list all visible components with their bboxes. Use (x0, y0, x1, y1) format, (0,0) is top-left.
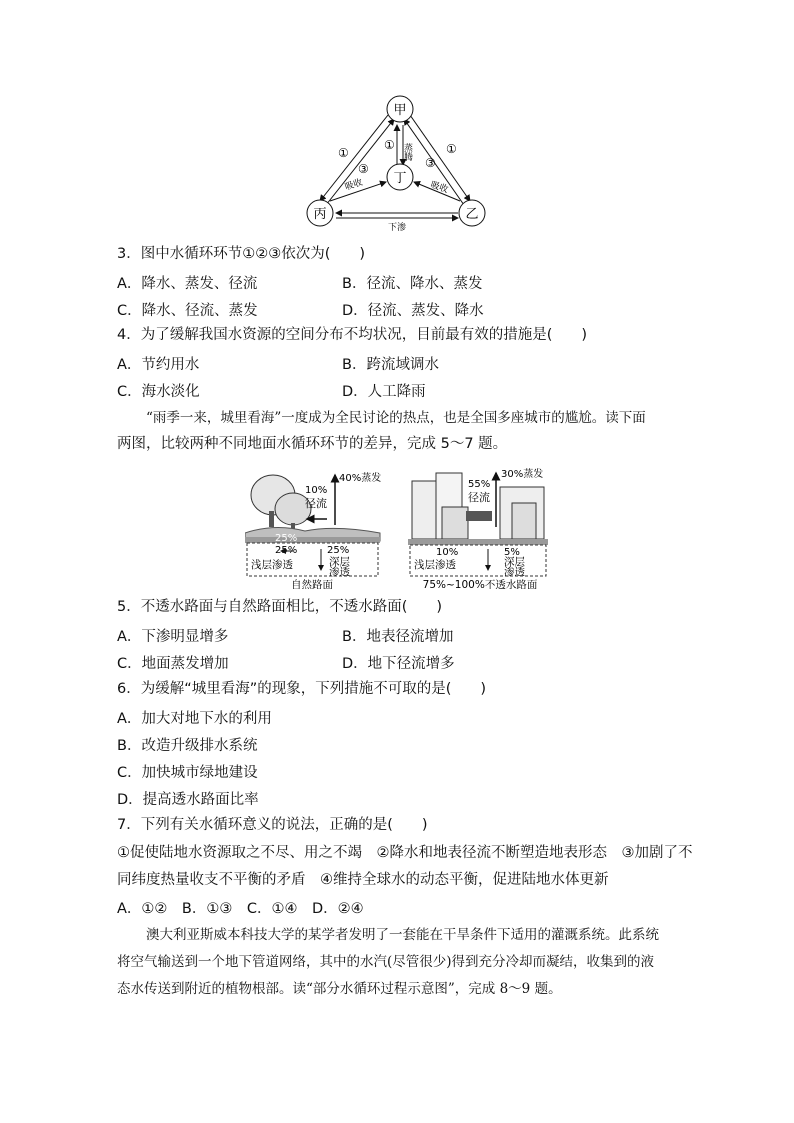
label-absorb-left: 吸收 (343, 177, 365, 193)
svg-text:①: ① (446, 142, 457, 156)
q5-stem: 5．不透水路面与自然路面相比，不透水路面( ) (117, 599, 443, 615)
svg-text:10%: 10% (436, 547, 459, 558)
q5-option-b: B．地表径流增加 (342, 629, 454, 645)
natural-road-figure (245, 467, 385, 589)
q6-option-a: A．加大对地下水的利用 (117, 711, 272, 727)
svg-text:径流: 径流 (468, 491, 490, 504)
paved-caption: 75%~100%不透水路面 (422, 579, 538, 589)
label-absorb-right: 吸收 (429, 180, 450, 196)
label-infiltration: 下渗 (387, 223, 407, 233)
node-ding: 丁 (393, 171, 407, 186)
node-jia: 甲 (393, 103, 407, 118)
q3-stem: 3．图中水循环环节①②③依次为( ) (117, 246, 366, 262)
q4-option-a: A．节约用水 (117, 357, 200, 373)
q4-option-c: C．海水淡化 (117, 384, 200, 400)
natural-shallow: 浅层渗透 (251, 559, 293, 571)
svg-text:深层: 深层 (329, 556, 350, 568)
q5-option-c: C．地面蒸发增加 (117, 656, 229, 672)
q3-option-d: D．径流、蒸发、降水 (342, 303, 484, 319)
q4-stem: 4．为了缓解我国水资源的空间分布不均状况，目前最有效的措施是( ) (117, 327, 588, 343)
svg-text:25%: 25% (275, 545, 298, 556)
paved-shallow: 浅层渗透 (414, 559, 456, 571)
svg-text:5%: 5% (504, 547, 520, 558)
svg-text:10%: 10% (305, 485, 328, 496)
intro2-line3: 态水传送到附近的植物根部。读“部分水循环过程示意图”，完成 8～9 题。 (117, 981, 562, 997)
q5-option-a: A．下渗明显增多 (117, 629, 229, 645)
svg-text:径流: 径流 (305, 497, 327, 510)
q6-stem: 6．为缓解“城里看海”的现象，下列措施不可取的是( ) (117, 681, 487, 697)
svg-text:深层: 深层 (504, 556, 525, 568)
svg-text:③: ③ (425, 156, 436, 170)
svg-text:①: ① (384, 138, 395, 152)
q4-option-b: B．跨流域调水 (342, 357, 439, 373)
node-yi: 乙 (465, 207, 479, 222)
q7-line1: ①促使陆地水资源取之不尽、用之不竭 ②降水和地表径流不断塑造地表形态 ③加剧了不 (117, 845, 693, 861)
intro2-line1: 澳大利亚斯威本科技大学的某学者发明了一套能在干旱条件下适用的灌溉系统。此系统 (146, 927, 659, 943)
svg-text:①: ① (338, 146, 349, 160)
q5-option-d: D．地下径流增多 (342, 656, 455, 672)
q6-option-d: D．提高透水路面比率 (117, 792, 259, 808)
q4-option-d: D．人工降雨 (342, 384, 426, 400)
natural-evap: 40%蒸发 (339, 473, 382, 484)
q7-stem: 7．下列有关水循环意义的说法，正确的是( ) (117, 817, 428, 833)
q7-line2: 同纬度热量收支不平衡的矛盾 ④维持全球水的动态平衡，促进陆地水体更新 (117, 872, 609, 888)
svg-text:渗透: 渗透 (504, 566, 525, 578)
q3-option-a: A．降水、蒸发、径流 (117, 276, 258, 292)
paved-evap: 30%蒸发 (501, 469, 544, 480)
q6-option-c: C．加快城市绿地建设 (117, 765, 258, 781)
q3-option-b: B．径流、降水、蒸发 (342, 276, 483, 292)
label-evaporation: 蒸腾 (402, 143, 412, 161)
intro1-line1: “雨季一来，城里看海”一度成为全民讨论的热点，也是全国多座城市的尴尬。读下面 (146, 410, 646, 426)
svg-text:25%: 25% (275, 533, 298, 544)
svg-text:渗透: 渗透 (329, 566, 350, 578)
q6-option-b: B．改造升级排水系统 (117, 738, 258, 754)
svg-text:25%: 25% (327, 545, 350, 556)
water-cycle-diagram (300, 95, 500, 235)
node-bing: 丙 (313, 207, 327, 222)
intro2-line2: 将空气输送到一个地下管道网络，其中的水汽(尽管很少)得到充分冷却而凝结，收集到的液 (117, 954, 655, 970)
q3-option-c: C．降水、径流、蒸发 (117, 303, 258, 319)
paved-road-figure (408, 467, 553, 589)
svg-text:55%: 55% (468, 479, 491, 490)
intro1-line2: 两图，比较两种不同地面水循环环节的差异，完成 5～7 题。 (117, 436, 508, 452)
q7-options: A．①② B．①③ C．①④ D．②④ (117, 901, 364, 917)
svg-text:③: ③ (358, 162, 369, 176)
natural-caption: 自然路面 (291, 579, 333, 589)
